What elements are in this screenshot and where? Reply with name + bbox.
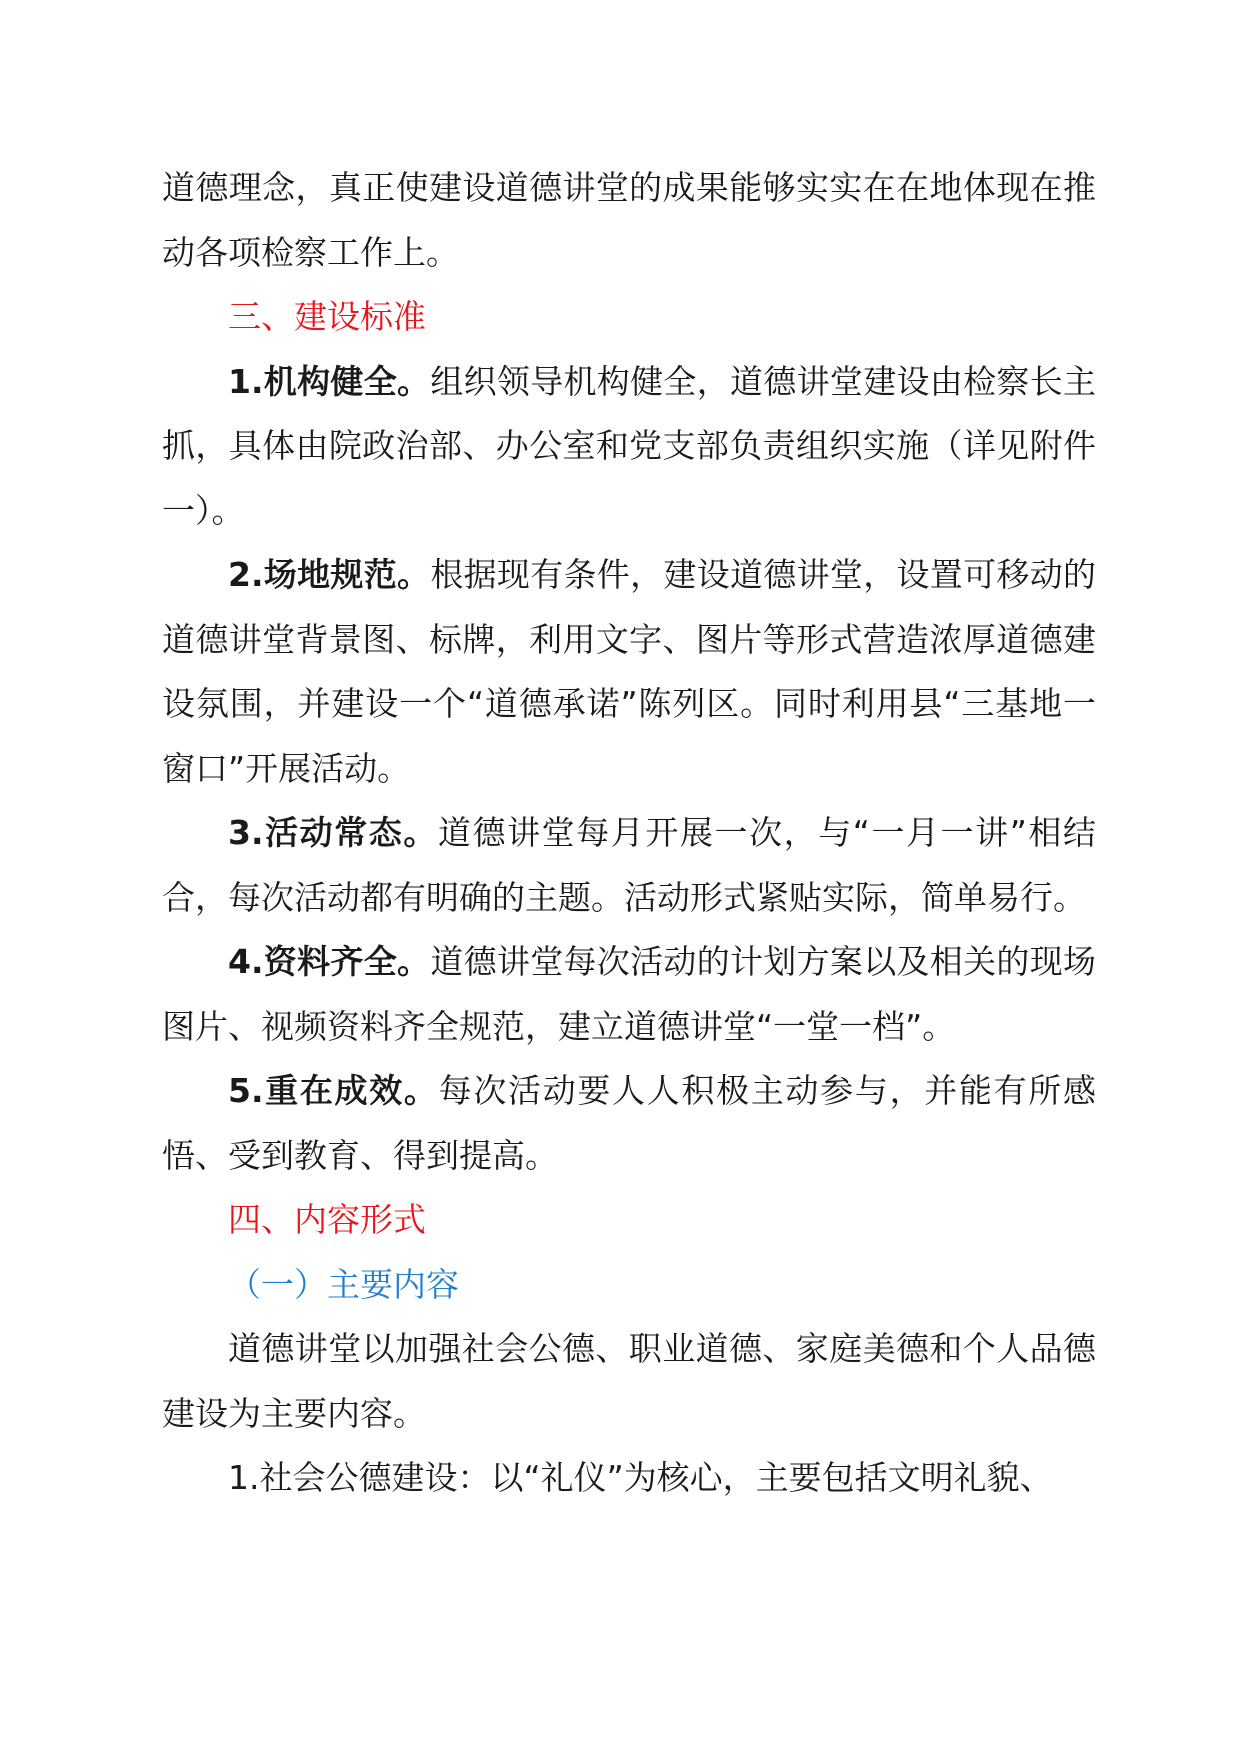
paragraph-continuation: 道德理念，真正使建设道德讲堂的成果能够实实在在地体现在推动各项检察工作上。	[162, 168, 1096, 272]
standard-item-1-text: 组织领导机构健全，道德讲堂建设由检察长主抓，具体由院政治部、办公室和党支部负责组织实施（详见附件一）。	[162, 361, 1097, 530]
standard-item-2-text: 根据现有条件，建设道德讲堂，设置可移动的道德讲堂背景图、标牌，利用文字、图片等形式营造浓厚道德建设氛围，并建设一个“道德承诺”陈列区。同时利用县“三基地一窗口”开展活动。	[162, 555, 1097, 788]
standard-item-5	[162, 1059, 1096, 1188]
standard-item-5-text: 每次活动要人人积极主动参与，并能有所感悟、受到教育、得到提高。	[162, 1071, 1096, 1175]
standard-item-1-label: 1.机构健全。	[228, 361, 431, 401]
standard-item-3-label: 3.活动常态。	[228, 813, 438, 852]
standard-item-2-label: 2.场地规范。	[228, 555, 431, 594]
standard-item-4-label: 4.资料齐全。	[228, 942, 431, 981]
document-page	[162, 156, 1096, 1511]
standard-item-4	[162, 930, 1096, 1059]
standard-item-4-text: 道德讲堂每次活动的计划方案以及相关的现场图片、视频资料齐全规范，建立道德讲堂“一堂一档”。	[162, 942, 1097, 1046]
standard-item-3-text: 道德讲堂每月开展一次，与“一月一讲”相结合，每次活动都有明确的主题。活动形式紧贴实际，简单易行。	[162, 813, 1096, 917]
standard-item-3	[162, 801, 1096, 930]
standard-item-2	[162, 543, 1096, 801]
section-heading-3: 三、建设标准	[228, 297, 426, 336]
subsection-heading-main-content: （一）主要内容	[228, 1264, 459, 1304]
content-paragraph-2: 1.社会公德建设：以“礼仪”为核心，主要包括文明礼貌、	[228, 1458, 1053, 1497]
standard-item-1	[162, 350, 1096, 544]
section-heading-4: 四、内容形式	[228, 1200, 426, 1239]
standard-item-5-label: 5.重在成效。	[228, 1071, 439, 1110]
content-paragraph-1: 道德讲堂以加强社会公德、职业道德、家庭美德和个人品德建设为主要内容。	[162, 1329, 1096, 1433]
